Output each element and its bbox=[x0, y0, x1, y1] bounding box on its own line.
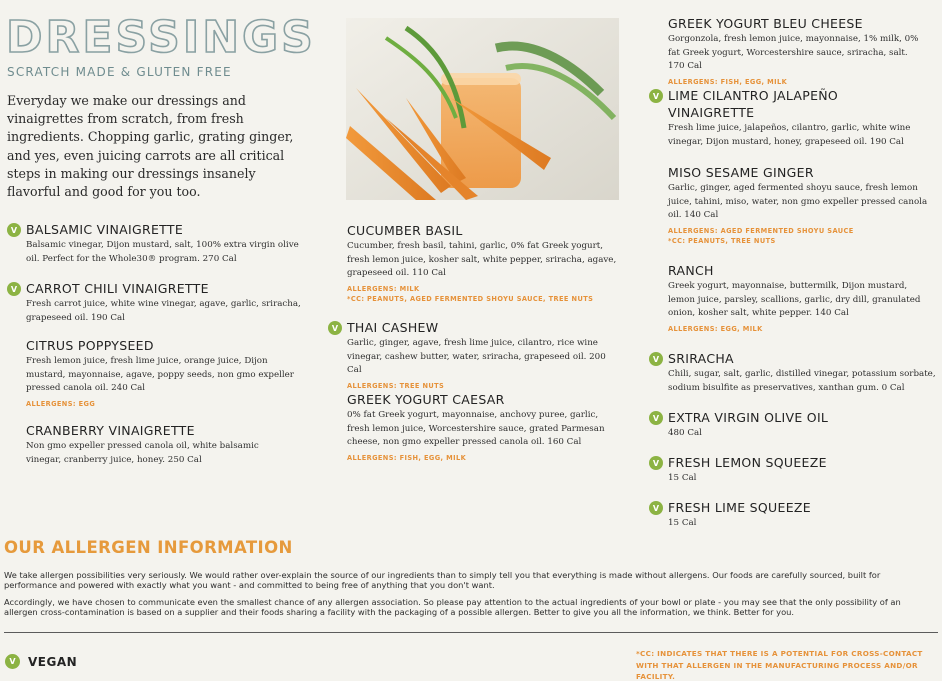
vegan-icon: V bbox=[7, 223, 21, 237]
dressing-ranch bbox=[668, 263, 934, 334]
dressing-name: EXTRA VIRGIN OLIVE OIL bbox=[668, 410, 829, 425]
dressing-fresh-lemon-squeeze bbox=[652, 455, 934, 486]
cross-contact-footnote: *CC: INDICATES THAT THERE IS A POTENTIAL FOR CROSS-CONTACT WITH THAT ALLERGEN IN THE MANUFACTURING PROCESS AND/OR FACILITY. bbox=[636, 649, 923, 681]
dressing-citrus-poppyseed bbox=[26, 338, 294, 409]
dressing-name: CITRUS POPPYSEED bbox=[26, 338, 154, 353]
dressing-description: Fresh lime juice, jalapeños, cilantro, garlic, white wine vinegar, Dijon mustard, honey, grapeseed oil. 190 Cal bbox=[668, 123, 911, 147]
dressing-name: FRESH LIME SQUEEZE bbox=[668, 500, 811, 515]
dressing-description: Non gmo expeller pressed canola oil, white balsamic vinegar, cranberry juice, honey. 250 Cal bbox=[26, 441, 259, 465]
vegan-icon: V bbox=[649, 501, 663, 515]
dressing-name: CARROT CHILI VINAIGRETTE bbox=[26, 281, 209, 296]
allergen-line: ALLERGENS: TREE NUTS bbox=[347, 381, 445, 390]
dressing-description: Garlic, ginger, aged fermented shoyu sauce, fresh lemon juice, tahini, miso, water, non gmo expeller pressed canola oil. 140 Cal bbox=[668, 183, 928, 220]
dressing-lime-cilantro-jalapeno bbox=[652, 88, 934, 149]
allergen-info-heading: OUR ALLERGEN INFORMATION bbox=[4, 538, 293, 557]
dressing-miso-sesame-ginger bbox=[668, 165, 934, 246]
dressing-cranberry bbox=[26, 423, 294, 467]
dressing-name: MISO SESAME GINGER bbox=[668, 165, 814, 180]
dressing-fresh-lime-squeeze bbox=[652, 500, 934, 531]
vegan-icon: V bbox=[649, 456, 663, 470]
dressing-name: CUCUMBER BASIL bbox=[347, 223, 463, 238]
vegan-icon: V bbox=[7, 282, 21, 296]
page-title: DRESSINGS bbox=[6, 12, 316, 63]
dressing-name: GREEK YOGURT CAESAR bbox=[347, 392, 505, 407]
dressing-description: Balsamic vinegar, Dijon mustard, salt, 100% extra virgin olive oil. Perfect for the Whole30® program. 270 Cal bbox=[26, 240, 299, 264]
dressing-thai-cashew bbox=[331, 320, 615, 391]
dressing-name-line-1: LIME CILANTRO JALAPEÑO bbox=[668, 88, 839, 103]
allergen-line: ALLERGENS: MILK bbox=[347, 284, 420, 293]
dressing-name: FRESH LEMON SQUEEZE bbox=[668, 455, 827, 470]
dressing-balsamic bbox=[10, 222, 306, 266]
dressing-description: Garlic, ginger, agave, fresh lime juice, cilantro, rice wine vinegar, cashew butter, water, sriracha, grapeseed oil. 200 Cal bbox=[347, 338, 606, 375]
dressing-cucumber-basil bbox=[347, 223, 619, 304]
dressing-description: 15 Cal bbox=[668, 473, 697, 483]
allergen-line: ALLERGENS: EGG, MILK bbox=[668, 324, 763, 333]
allergen-line: ALLERGENS: FISH, EGG, MILK bbox=[347, 453, 467, 462]
dressing-name: THAI CASHEW bbox=[347, 320, 439, 335]
cross-contact-line: *CC: PEANUTS, AGED FERMENTED SHOYU SAUCE, TREE NUTS bbox=[347, 294, 594, 303]
dressing-description: 480 Cal bbox=[668, 428, 702, 438]
dressing-description: 0% fat Greek yogurt, mayonnaise, anchovy puree, garlic, fresh lemon juice, Worcestershire sauce, grated Parmesan cheese, non gmo expeller pressed canola oil. 160 Cal bbox=[347, 410, 605, 447]
dressing-description: Chili, sugar, salt, garlic, distilled vinegar, potassium sorbate, sodium bisulfite as preservatives, xanthan gum. 0 Cal bbox=[668, 369, 936, 393]
vegan-icon: V bbox=[649, 411, 663, 425]
allergen-info-paragraph-2: Accordingly, we have chosen to communicate even the smallest chance of any allergen association. So please pay attention to the actual ingredients of your bowl or plate - you may see that the only possibility of an allergen cross-contamination is based on a supplier and their foods sharing a facility with the packaging of a possible allergen. Better to give you all the information, we think. Better for you. bbox=[4, 597, 901, 618]
dressing-name: SRIRACHA bbox=[668, 351, 734, 366]
dressing-description: Fresh carrot juice, white wine vinegar, agave, garlic, sriracha, grapeseed oil. 190 Cal bbox=[26, 299, 301, 323]
dressing-carrot-chili bbox=[10, 281, 306, 325]
vegan-icon: V bbox=[649, 352, 663, 366]
dressing-description: Greek yogurt, mayonnaise, buttermilk, Dijon mustard, lemon juice, parsley, scallions, garlic, dry dill, granulated onion, kosher salt, white pepper. 140 Cal bbox=[668, 281, 921, 318]
intro-paragraph: Everyday we make our dressings and vinaigrettes from scratch, from fresh ingredients. Chopping garlic, grating ginger, and yes, even juicing carrots are all critical steps in making our dressings insanely flavorful and good for you too. bbox=[7, 93, 294, 200]
page-subtitle: SCRATCH MADE & GLUTEN FREE bbox=[7, 65, 232, 79]
footer-divider bbox=[4, 632, 938, 633]
allergen-info-paragraph-1: We take allergen possibilities very seriously. We would rather over-explain the source of our ingredients than to simply tell you that everything is made without allergens. Our foods are carefully sourced, built for performance and powered with exactly what you want - and committed to being free of anything that you don't want. bbox=[4, 570, 881, 591]
vegan-legend-icon: V bbox=[5, 654, 20, 669]
dressing-description: Gorgonzola, fresh lemon juice, mayonnaise, 1% milk, 0% fat Greek yogurt, Worcestershire sauce, sriracha, salt. 170 Cal bbox=[668, 34, 919, 71]
dressing-name: RANCH bbox=[668, 263, 714, 278]
dressing-name: BALSAMIC VINAIGRETTE bbox=[26, 222, 184, 237]
vegan-icon: V bbox=[649, 89, 663, 103]
dressing-name: GREEK YOGURT BLEU CHEESE bbox=[668, 16, 863, 31]
dressing-description: Cucumber, fresh basil, tahini, garlic, 0% fat Greek yogurt, fresh lemon juice, kosher salt, white pepper, sriracha, agave, grapeseed oil. 110 Cal bbox=[347, 241, 617, 278]
dressing-name-line-2: VINAIGRETTE bbox=[668, 105, 755, 120]
allergen-line: ALLERGENS: EGG bbox=[26, 399, 96, 408]
carrot-juice-photo bbox=[346, 18, 619, 200]
dressing-name: CRANBERRY VINAIGRETTE bbox=[26, 423, 195, 438]
allergen-line: ALLERGENS: AGED FERMENTED SHOYU SAUCE bbox=[668, 226, 854, 235]
dressing-description: Fresh lemon juice, fresh lime juice, orange juice, Dijon mustard, mayonnaise, agave, poppy seeds, non gmo expeller pressed canola oil. 240 Cal bbox=[26, 356, 294, 393]
vegan-icon: V bbox=[328, 321, 342, 335]
allergen-line: ALLERGENS: FISH, EGG, MILK bbox=[668, 77, 788, 86]
dressing-greek-yogurt-caesar bbox=[347, 392, 609, 463]
cross-contact-line: *CC: PEANUTS, TREE NUTS bbox=[668, 236, 776, 245]
dressing-extra-virgin-olive-oil bbox=[652, 410, 934, 441]
dressing-greek-yogurt-bleu-cheese bbox=[668, 16, 926, 87]
dressing-description: 15 Cal bbox=[668, 518, 697, 528]
dressing-sriracha bbox=[652, 351, 938, 395]
vegan-legend-label: VEGAN bbox=[28, 655, 78, 669]
